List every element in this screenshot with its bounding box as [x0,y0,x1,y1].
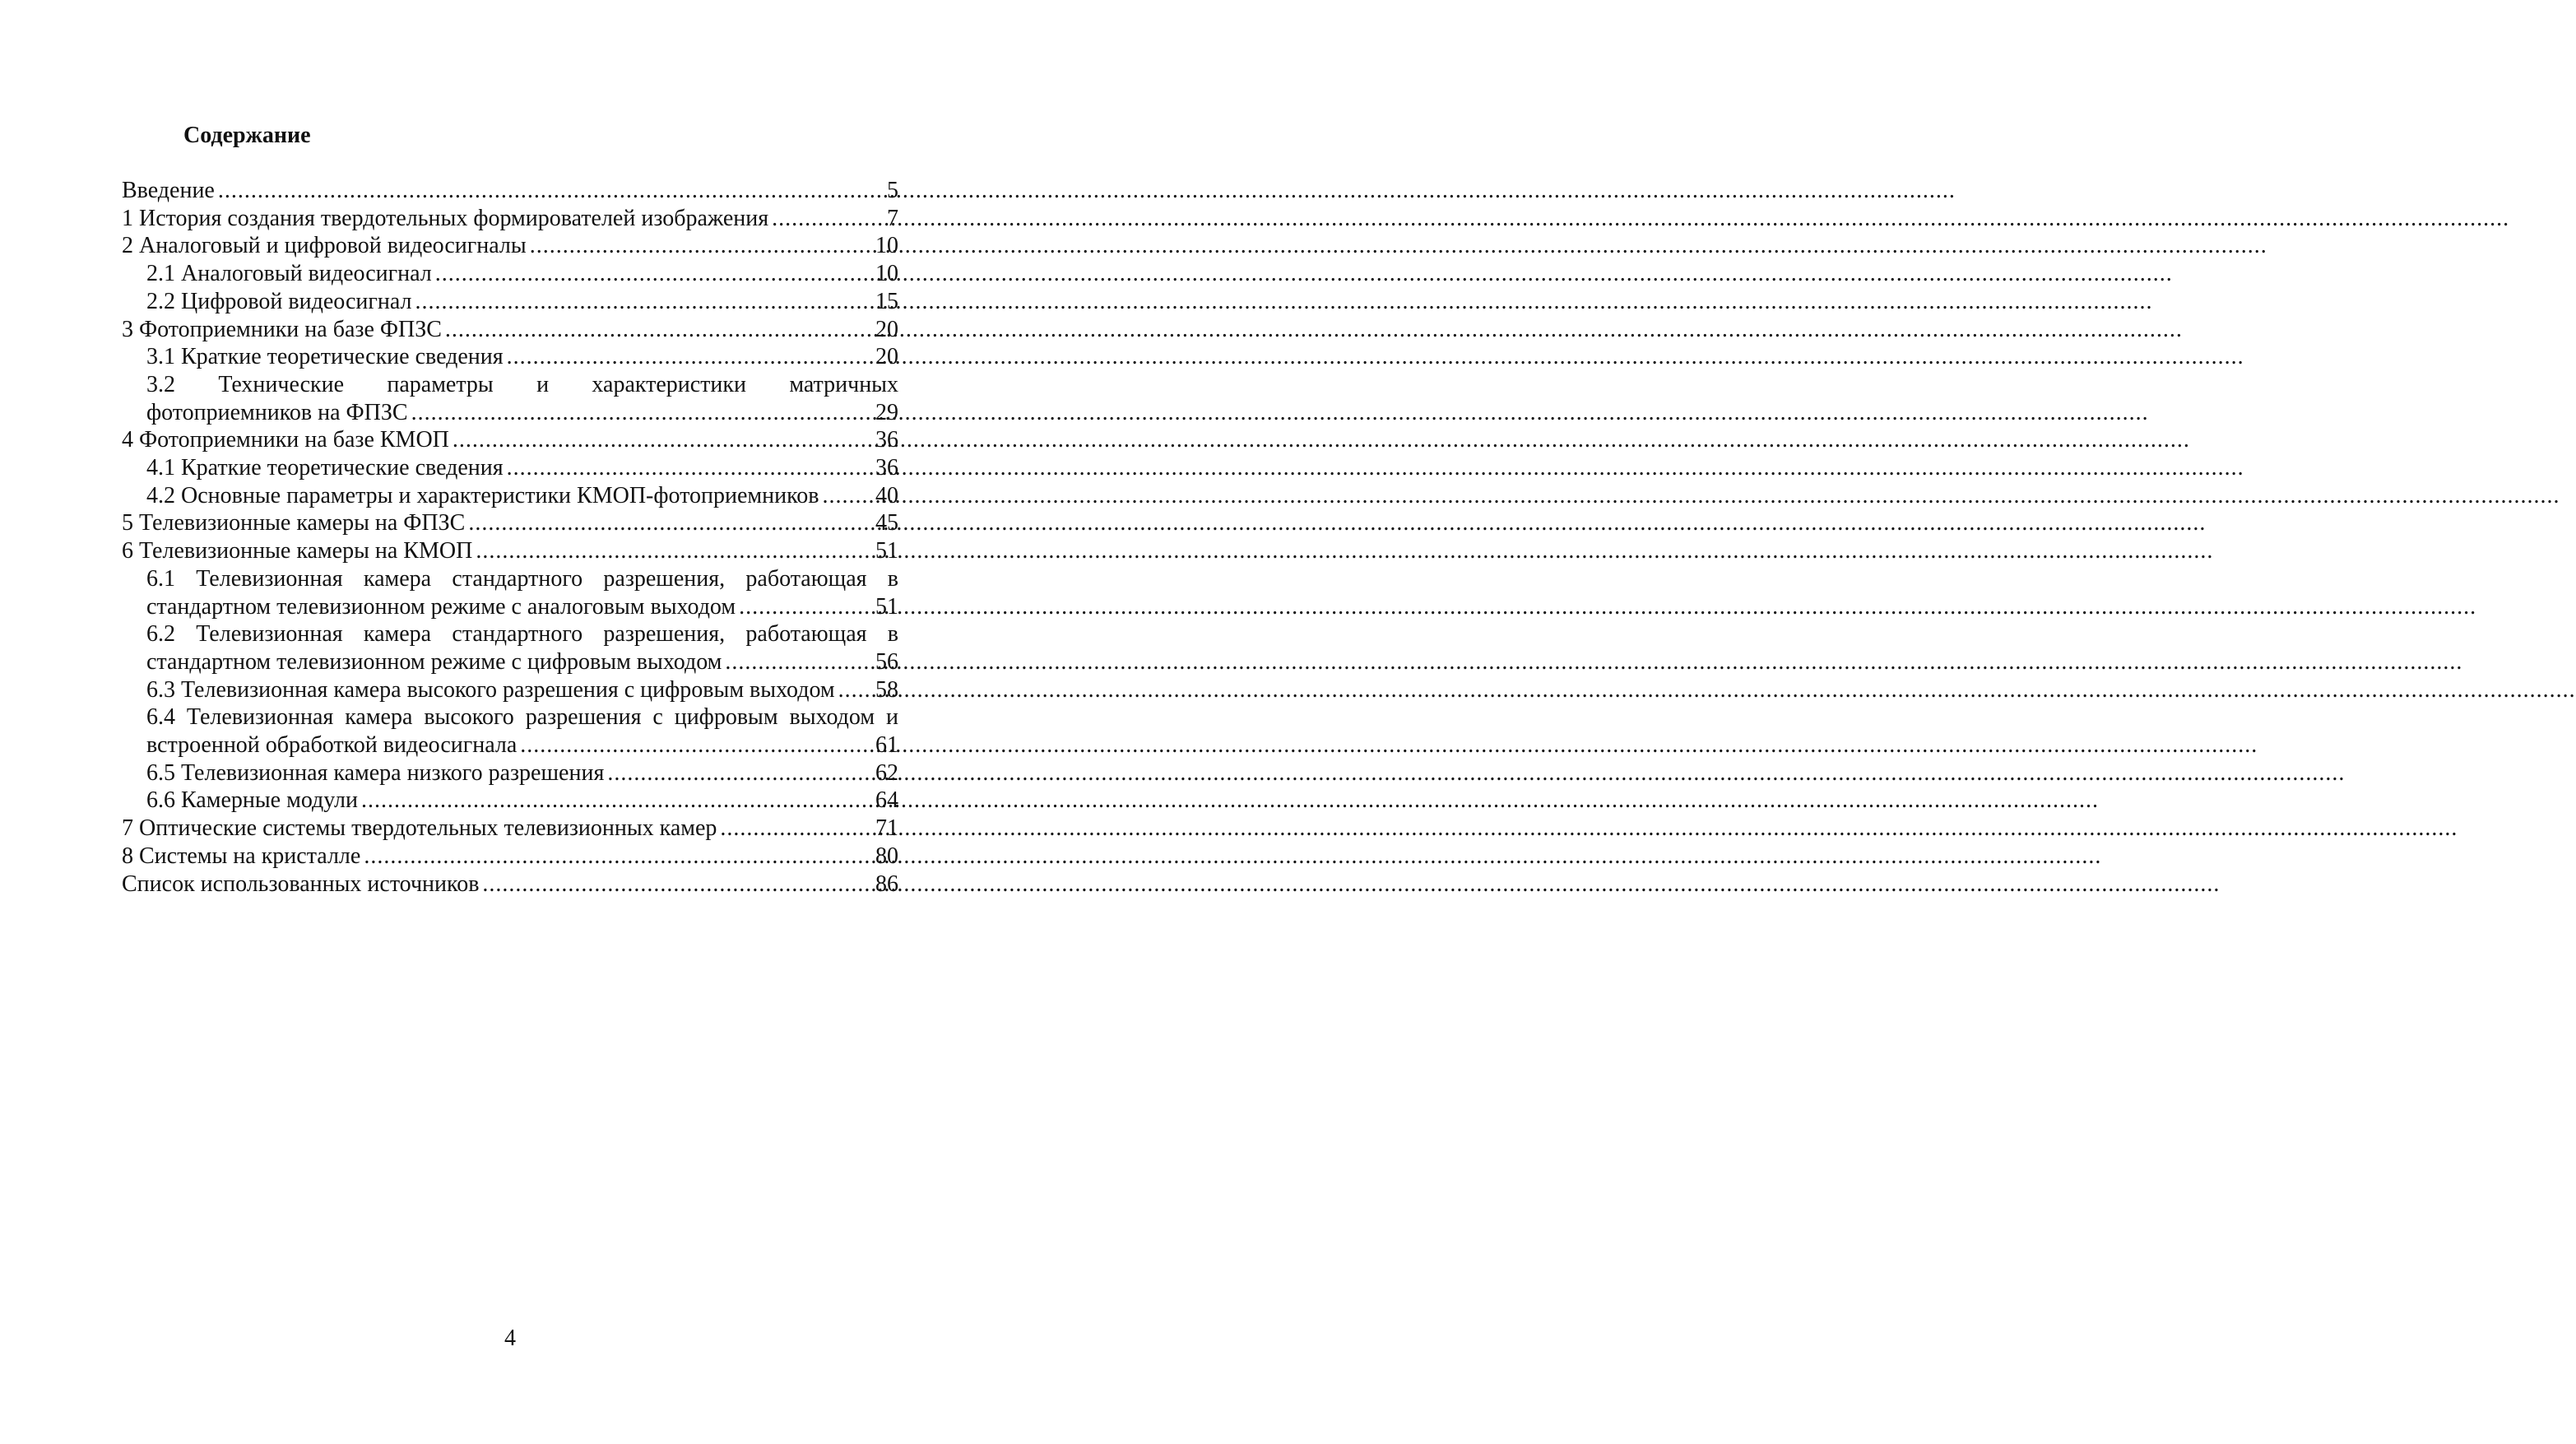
toc-subentry [122,620,898,676]
toc-leader-dots [435,260,872,288]
toc-entry-text: 4.1 Краткие теоретические сведения [146,455,504,481]
toc-entry-text: 6.3 Телевизионная камера высокого разрешения с цифровым выходом [146,676,835,703]
toc-entry-text: 2 Аналоговый и цифровой видеосигналы [122,233,527,259]
toc-page-number: 36 [875,427,898,453]
toc-page-number: 10 [875,233,898,259]
toc-subentry [122,288,898,316]
toc-leader-dots [838,676,872,704]
toc-page-number: 86 [875,871,898,897]
toc-entry-text-line1: 6.2 Телевизионная камера стандартного разрешения, работающая в [146,621,898,648]
toc-leader-dots [482,871,872,898]
toc-entry [122,815,898,843]
toc-entry-text: 6.5 Телевизионная камера низкого разрешения [146,759,605,786]
toc-leader-dots [218,177,884,205]
toc-entry-text: 2.2 Цифровой видеосигнал [146,288,412,314]
toc-page-number: 15 [875,288,898,314]
toc-page-number: 64 [875,787,898,814]
toc-entry [122,871,898,898]
toc-entry-text-line1: 6.4 Телевизионная камера высокого разрешения с цифровым выходом и [146,704,898,731]
toc-page-number: 62 [875,759,898,786]
toc-entry-text: 7 Оптические системы твердотельных телевизионных камер [122,815,717,842]
toc-leader-dots [725,648,872,676]
toc-subentry [122,759,898,787]
toc-entry-text: 6.6 Камерные модули [146,787,358,814]
toc-page-number: 36 [875,455,898,481]
toc-entry [122,232,898,260]
toc-entry-text: фотоприемников на ФПЗС [146,399,408,425]
toc-entry-text-line1: 6.1 Телевизионная камера стандартного разрешения, работающая в [146,565,898,592]
toc-leader-dots [720,815,872,843]
toc-leader-dots [453,426,872,454]
toc-page-number: 58 [875,676,898,703]
toc-subentry [122,565,898,620]
toc-leader-dots [364,843,872,871]
toc-page-number: 45 [875,510,898,536]
toc-leader-dots [607,759,872,787]
toc-leader-dots [507,454,872,482]
toc-page-number: 61 [875,732,898,759]
toc-subentry [122,703,898,759]
toc-page-number: 51 [875,538,898,564]
document-page [0,0,1020,1444]
toc-leader-dots [445,316,872,344]
toc-subentry [122,676,898,704]
toc-entry [122,426,898,454]
toc-entry-text: 2.1 Аналоговый видеосигнал [146,261,432,287]
toc-page-number: 80 [875,843,898,869]
toc-leader-dots [520,731,872,759]
toc-page-number: 7 [887,205,898,231]
toc-entry-text: стандартном телевизионном режиме с аналоговым выходом [146,593,736,620]
toc-entry [122,205,898,233]
toc-entry [122,177,898,205]
toc-subentry [122,343,898,371]
toc-page-number: 40 [875,482,898,508]
toc-entry-text: Введение [122,178,215,203]
toc-subentry [122,260,898,288]
toc-page-number: 51 [875,593,898,620]
toc-subentry [122,787,898,815]
toc-leader-dots [476,537,872,565]
toc-page-number: 10 [875,261,898,287]
page-title: Содержание [183,123,311,148]
toc-leader-dots [772,205,884,233]
toc-leader-dots [507,343,872,371]
toc-entry [122,537,898,565]
toc-page-number: 29 [875,399,898,425]
toc-leader-dots [823,482,872,510]
toc-leader-dots [411,399,872,427]
toc-entry-text-line1: 3.2 Технические параметры и характеристики матричных [146,371,898,397]
toc-leader-dots [739,593,872,621]
toc-leader-dots [530,232,872,260]
toc-entry-text: 8 Системы на кристалле [122,843,361,869]
toc-entry [122,843,898,871]
toc-entry-text: 4.2 Основные параметры и характеристики КМОП-фотоприемников [146,482,819,508]
table-of-contents [122,177,898,898]
toc-entry-text: Список использованных источников [122,871,480,897]
toc-entry-text: встроенной обработкой видеосигнала [146,732,518,759]
toc-entry-text: 6 Телевизионные камеры на КМОП [122,538,473,564]
toc-leader-dots [415,288,872,316]
toc-page-number: 20 [875,344,898,370]
toc-subentry [122,454,898,482]
page-number: 4 [504,1326,516,1351]
toc-entry [122,509,898,537]
toc-subentry [122,371,898,426]
toc-page-number: 20 [875,316,898,342]
toc-page-number: 56 [875,648,898,675]
toc-page-number: 5 [887,178,898,203]
toc-entry-text: 4 Фотоприемники на базе КМОП [122,427,449,453]
toc-leader-dots [468,509,872,537]
toc-entry [122,316,898,344]
toc-entry-text: 1 История создания твердотельных формирователей изображения [122,205,769,231]
toc-entry-text: стандартном телевизионном режиме с цифровым выходом [146,648,722,675]
toc-leader-dots [361,787,872,815]
toc-subentry [122,482,898,510]
toc-page-number: 71 [875,815,898,842]
toc-entry-text: 3.1 Краткие теоретические сведения [146,344,504,370]
toc-entry-text: 5 Телевизионные камеры на ФПЗС [122,510,466,536]
toc-entry-text: 3 Фотоприемники на базе ФПЗС [122,316,442,342]
